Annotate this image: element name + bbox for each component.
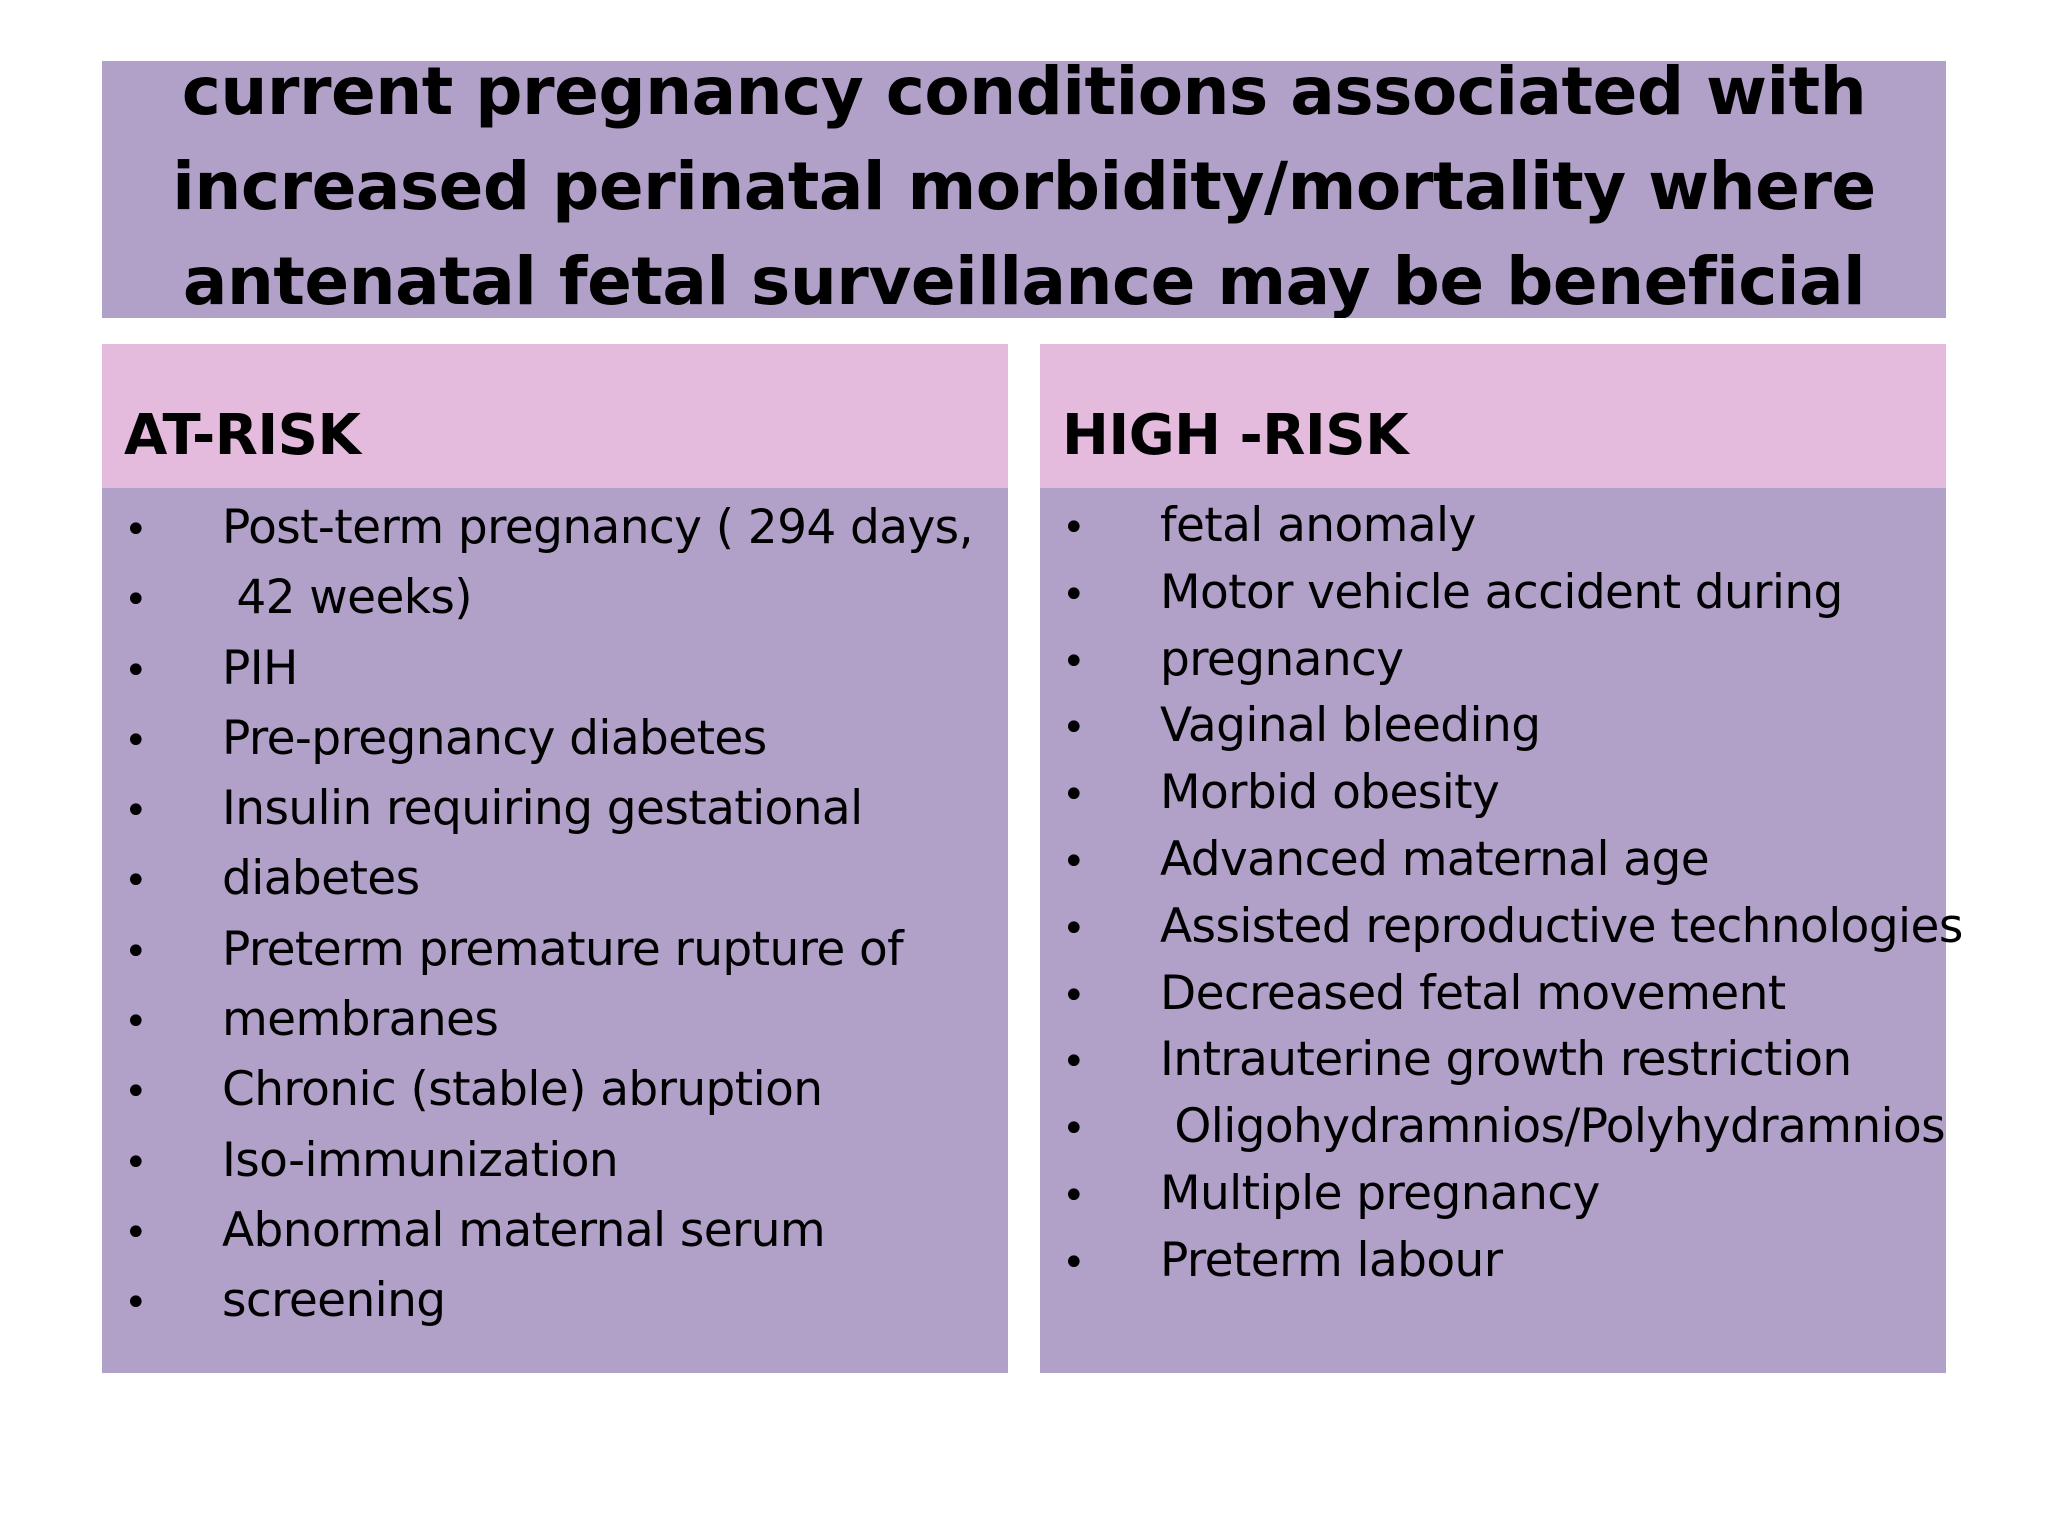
bullet-icon: •: [124, 717, 147, 764]
bullet-icon: •: [1062, 571, 1085, 618]
list-item-text: Chronic (stable) abruption: [222, 1062, 823, 1118]
list-item: [102, 1056, 973, 1126]
bullet-icon: •: [124, 507, 147, 553]
bullet-icon: •: [1062, 638, 1085, 685]
list-item-text: 42 weeks): [222, 570, 472, 626]
list-item-text: fetal anomaly: [1160, 498, 1476, 553]
at-risk-column: [102, 344, 1008, 1373]
list-item-text: Vaginal bleeding: [1160, 698, 1541, 754]
list-item-text: Preterm labour: [1160, 1232, 1503, 1288]
title-line: antenatal fetal surveillance may be beneficial: [182, 243, 1866, 318]
list-item: [1040, 1028, 1963, 1095]
list-item: [102, 564, 973, 634]
at-risk-heading: AT-RISK: [124, 403, 361, 468]
list-item-text: Pre-pregnancy diabetes: [222, 710, 767, 766]
bullet-icon: •: [1062, 838, 1085, 885]
list-item-text: membranes: [222, 992, 499, 1048]
list-item: [102, 775, 973, 845]
high-risk-header-bar: [1040, 344, 1946, 488]
list-item-text: Iso-immunization: [222, 1132, 619, 1188]
bullet-icon: •: [1062, 705, 1085, 752]
list-item-text: Post-term pregnancy ( 294 days,: [222, 500, 973, 555]
list-item-text: Decreased fetal movement: [1160, 965, 1786, 1021]
list-item: [102, 1127, 973, 1197]
bullet-icon: •: [1062, 1239, 1085, 1286]
list-item-text: pregnancy: [1160, 631, 1404, 687]
list-item: [1040, 561, 1963, 628]
list-item: [1040, 494, 1963, 561]
bullet-icon: •: [1062, 1039, 1085, 1086]
list-item: [102, 916, 973, 986]
bullet-icon: •: [1062, 1172, 1085, 1219]
list-item-text: Assisted reproductive technologies: [1160, 898, 1963, 954]
list-item: [102, 494, 973, 564]
at-risk-list: [102, 494, 973, 1338]
list-item: [102, 845, 973, 915]
bullet-icon: •: [1062, 772, 1085, 819]
list-item: [1040, 895, 1963, 962]
list-item-text: Oligohydramnios/Polyhydramnios: [1160, 1099, 1946, 1155]
bullet-icon: •: [1062, 505, 1085, 551]
list-item: [1040, 1095, 1963, 1162]
list-item-text: Abnormal maternal serum: [222, 1202, 826, 1258]
list-item: [102, 1267, 973, 1337]
list-item-text: Multiple pregnancy: [1160, 1165, 1600, 1221]
list-item-text: Advanced maternal age: [1160, 831, 1710, 887]
bullet-icon: •: [124, 1139, 147, 1186]
bullet-icon: •: [124, 647, 147, 694]
list-item: [1040, 1229, 1963, 1296]
list-item: [102, 986, 973, 1056]
bullet-icon: •: [1062, 905, 1085, 952]
bullet-icon: •: [124, 1280, 147, 1327]
bullet-icon: •: [124, 788, 147, 835]
title-line: current pregnancy conditions associated with: [181, 61, 1867, 130]
list-item: [1040, 628, 1963, 695]
list-item: [1040, 828, 1963, 895]
list-item: [1040, 694, 1963, 761]
bullet-icon: •: [1062, 1106, 1085, 1153]
slide-title: [172, 61, 1875, 318]
list-item-text: PIH: [222, 640, 298, 696]
bullet-icon: •: [124, 999, 147, 1046]
list-item: [1040, 1162, 1963, 1229]
bullet-icon: •: [124, 928, 147, 975]
high-risk-heading: HIGH -RISK: [1062, 403, 1408, 468]
high-risk-column: [1040, 344, 1963, 1373]
title-line: increased perinatal morbidity/mortality where: [172, 148, 1876, 225]
list-item: [102, 1197, 973, 1267]
list-item-text: diabetes: [222, 851, 420, 907]
list-item-text: Motor vehicle accident during: [1160, 564, 1843, 620]
bullet-icon: •: [124, 1209, 147, 1256]
list-item: [1040, 962, 1963, 1029]
list-item: [1040, 761, 1963, 828]
list-item-text: Preterm premature rupture of: [222, 921, 904, 977]
list-item-text: screening: [222, 1273, 446, 1329]
list-item: [102, 705, 973, 775]
bullet-icon: •: [124, 1069, 147, 1116]
at-risk-header-bar: [102, 344, 1008, 488]
bullet-icon: •: [1062, 972, 1085, 1019]
list-item-text: Morbid obesity: [1160, 765, 1500, 821]
list-item-text: Insulin requiring gestational: [222, 781, 863, 837]
bullet-icon: •: [124, 577, 147, 624]
title-box: [102, 61, 1946, 318]
list-item: [102, 635, 973, 705]
high-risk-list: [1040, 494, 1963, 1296]
bullet-icon: •: [124, 858, 147, 905]
list-item-text: Intrauterine growth restriction: [1160, 1032, 1852, 1088]
